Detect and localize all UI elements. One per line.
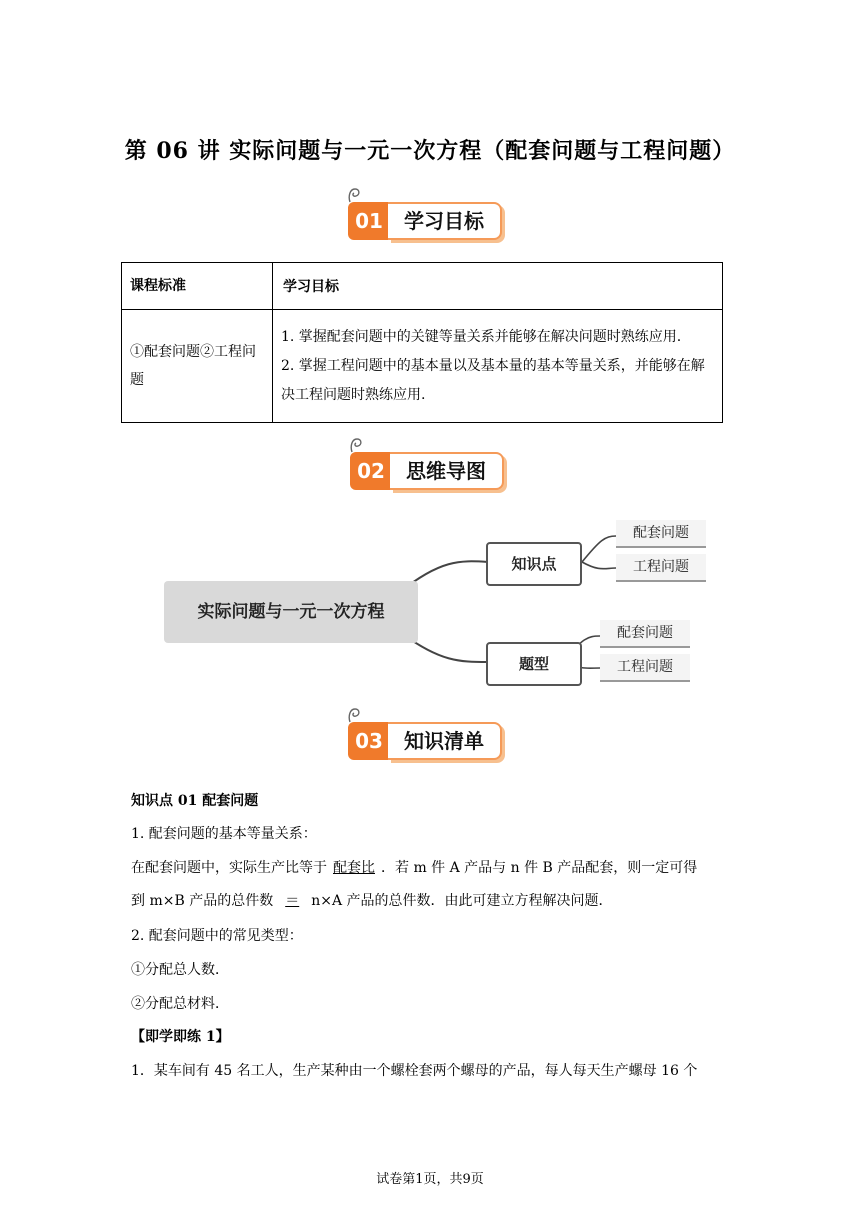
table-cell-standard: ①配套问题②工程问题: [122, 310, 273, 423]
mindmap-branch-knowledge: 知识点: [486, 542, 582, 586]
mindmap-branch-types: 题型: [486, 642, 582, 686]
mindmap-leaf: 配套问题: [600, 620, 690, 648]
table-header-objectives: 学习目标: [273, 263, 723, 310]
fill-blank: 配套比: [333, 860, 375, 876]
text-line: ②分配总材料．: [131, 996, 229, 1012]
text-line: 2. 配套问题中的常见类型：: [131, 928, 303, 944]
mindmap-leaf: 工程问题: [616, 554, 706, 582]
section-label: 学习目标: [388, 202, 502, 240]
section-number: 01: [348, 202, 390, 240]
mindmap-root: 实际问题与一元一次方程: [164, 581, 418, 643]
section-number: 03: [348, 722, 390, 760]
fill-blank: ＝: [285, 893, 300, 909]
page-footer: 试卷第1页，共9页: [376, 1172, 484, 1187]
practice-heading: 【即学即练 1】: [131, 1029, 230, 1045]
section-label: 思维导图: [390, 452, 504, 490]
section-number: 02: [350, 452, 392, 490]
mindmap-leaf: 配套问题: [616, 520, 706, 548]
knowledge-point-heading: 知识点 01 配套问题: [131, 793, 259, 809]
question-text: 1．某车间有 45 名工人，生产某种由一个螺栓套两个螺母的产品，每人每天生产螺母 16 个: [131, 1063, 698, 1079]
table-header-standard: 课程标准: [122, 263, 273, 310]
objective-item: 2. 掌握工程问题中的基本量以及基本量的基本等量关系，并能够在解决工程问题时熟练应用.: [281, 357, 705, 403]
section-banner-03: [344, 706, 514, 764]
text-line: ①分配总人数．: [131, 962, 229, 978]
text-line: 到 m×B 产品的总件数 ＝ n×A 产品的总件数．由此可建立方程解决问题．: [131, 893, 613, 909]
objective-item: 1. 掌握配套问题中的关键等量关系并能够在解决问题时熟练应用.: [281, 328, 682, 345]
section-label: 知识清单: [388, 722, 502, 760]
text-line: 在配套问题中，实际生产比等于 配套比 ．若 m 件 A 产品与 n 件 B 产品配套，则一定可得: [131, 860, 698, 876]
text-line: 1. 配套问题的基本等量关系：: [131, 826, 317, 842]
page-title: 第 06 讲 实际问题与一元一次方程（配套问题与工程问题）: [124, 138, 736, 164]
mindmap-leaf: 工程问题: [600, 654, 690, 682]
